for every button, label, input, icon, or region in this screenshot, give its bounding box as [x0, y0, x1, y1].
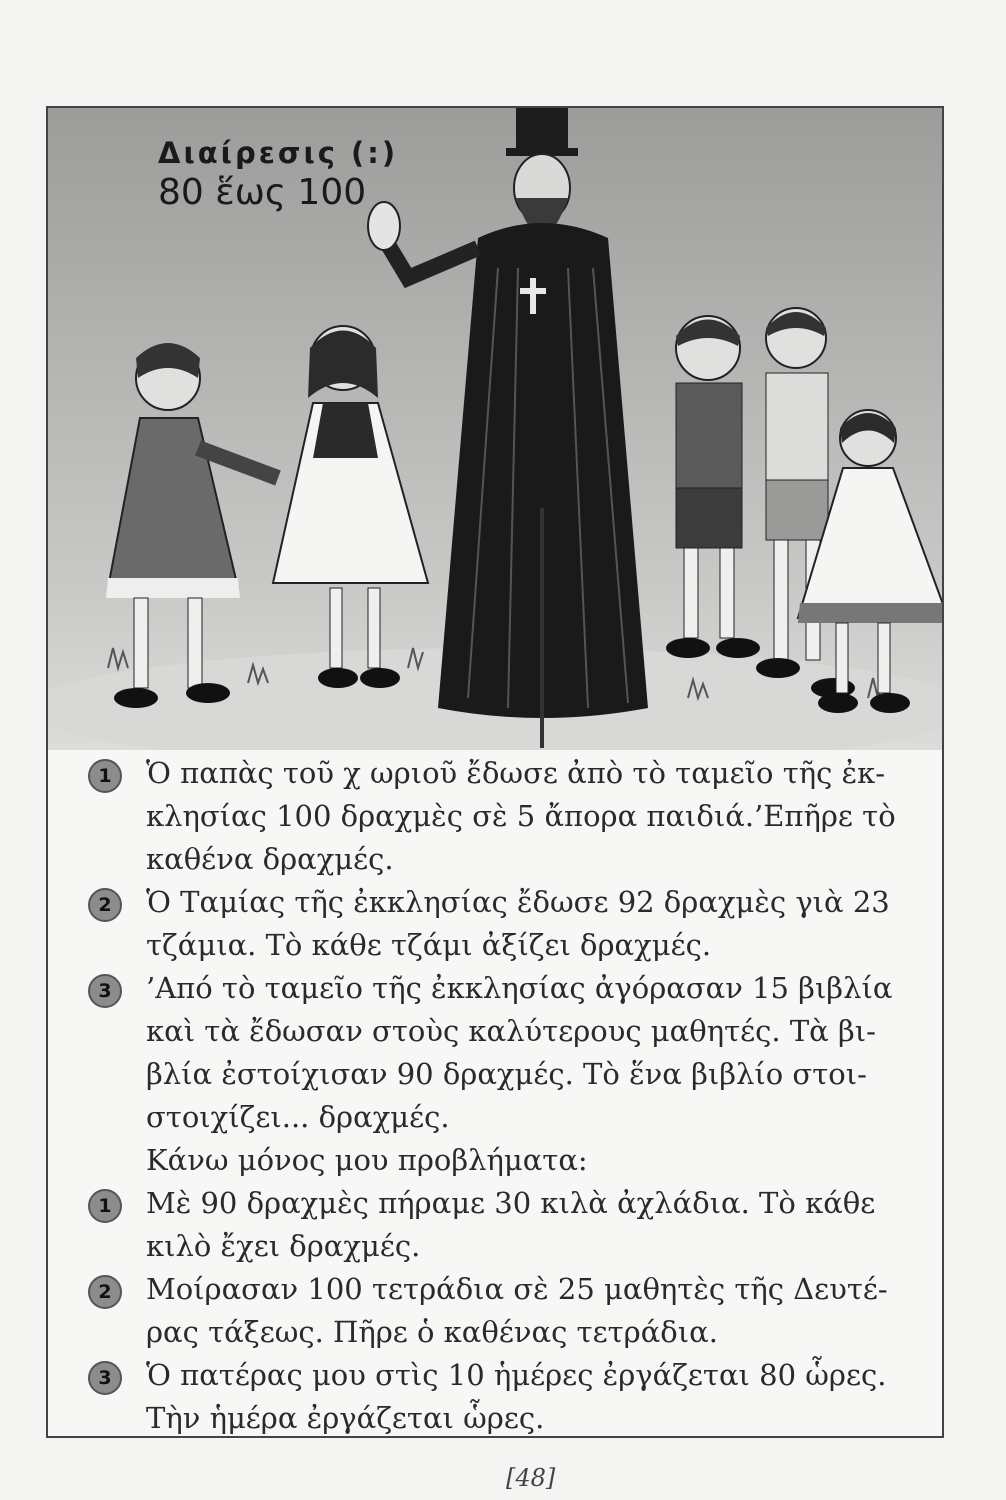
problem-number-badge: 3 [88, 974, 122, 1008]
problem-line: καθένα δραχμές. [146, 842, 394, 876]
illustration-priest-and-children [48, 108, 942, 750]
boy-left-figure [666, 316, 760, 658]
problem-line: Μοίρασαν 100 τετράδια σὲ 25 μαθητὲς τῆς Δευτέ- [146, 1272, 888, 1306]
self-problem-1 [90, 1182, 950, 1268]
problems-section [90, 752, 950, 1440]
self-problem-2 [90, 1268, 950, 1354]
problem-number-badge: 1 [88, 759, 122, 793]
problem-line: Ὁ πατέρας μου στὶς 10 ἡμέρες ἐργάζεται 80 ὧρες. [146, 1358, 887, 1392]
problem-line: κιλὸ ἔχει δραχμές. [146, 1229, 421, 1263]
problem-line: Ὁ Ταμίας τῆς ἐκκλησίας ἔδωσε 92 δραχμὲς γιὰ 23 [146, 885, 890, 919]
problem-line: ρας τάξεως. Πῆρε ὁ καθένας τετράδια. [146, 1315, 718, 1349]
problem-1 [90, 752, 950, 881]
problem-number-badge: 3 [88, 1361, 122, 1395]
girl-white-dress-figure [273, 326, 428, 688]
problem-line: τζάμια. Τὸ κάθε τζάμι ἀξίζει δραχμές. [146, 928, 712, 962]
problem-line: ’Από τὸ ταμεῖο τῆς ἐκκλησίας ἀγόρασαν 15 βιβλία [146, 971, 893, 1005]
problem-line: Μὲ 90 δραχμὲς πήραμε 30 κιλὰ ἀχλάδια. Τὸ κάθε [146, 1186, 876, 1220]
problem-number-badge: 2 [88, 1275, 122, 1309]
lesson-title: Διαίρεσις (:) [158, 136, 399, 170]
problem-line: καὶ τὰ ἔδωσαν στοὺς καλύτερους μαθητές. Τὰ βι- [146, 1014, 876, 1048]
problem-line: Ὁ παπὰς τοῦ χ ωριοῦ ἔδωσε ἀπὸ τὸ ταμεῖο τῆς ἐκ- [146, 756, 886, 790]
girl-left-figure [106, 343, 278, 708]
problem-2 [90, 881, 950, 967]
problem-line: στοιχίζει... δραχμές. [146, 1100, 450, 1134]
self-problems-heading: Κάνω μόνος μου προβλήματα: [146, 1143, 588, 1177]
problem-3 [90, 967, 950, 1139]
lesson-range: 80 ἕως 100 [158, 172, 367, 213]
problem-line: κλησίας 100 δραχμὲς σὲ 5 ἄπορα παιδιά.’Επῆρε τὸ [146, 799, 896, 833]
problem-number-badge: 1 [88, 1189, 122, 1223]
problem-number-badge: 2 [88, 888, 122, 922]
self-problem-3 [90, 1354, 950, 1440]
problem-line: βλία ἐστοίχισαν 90 δραχμές. Τὸ ἕνα βιβλίο στοι- [146, 1057, 867, 1091]
problem-line: Τὴν ἡμέρα ἐργάζεται ὧρες. [146, 1401, 545, 1435]
page-number: [48] [506, 1464, 556, 1492]
